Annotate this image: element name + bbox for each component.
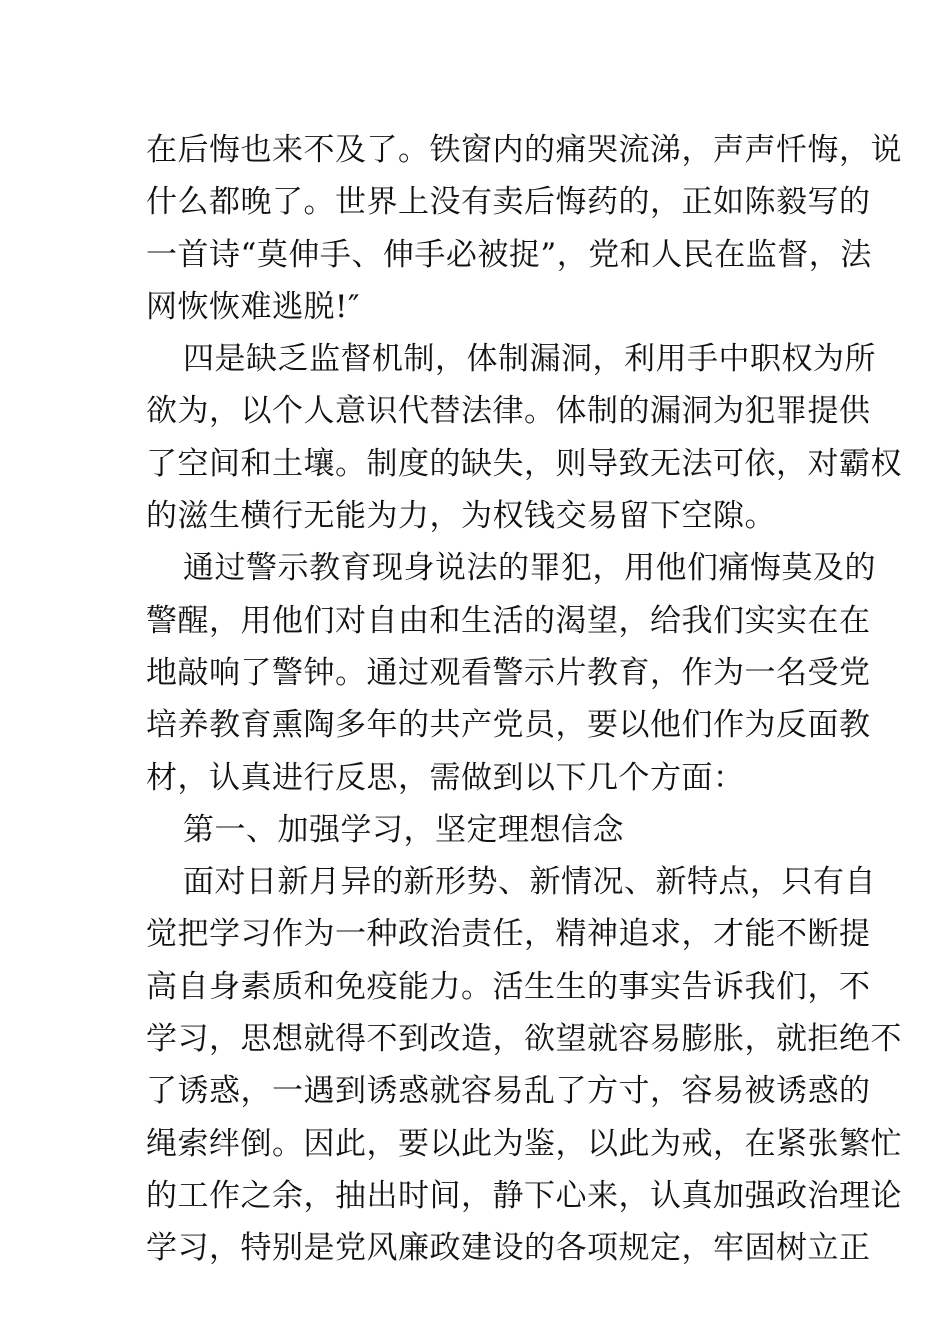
text-line: 欲为，以个人意识代替法律。体制的漏洞为犯罪提供 [146, 393, 871, 430]
text-line: 警醒，用他们对自由和生活的渴望，给我们实实在在 [146, 602, 871, 639]
text-line: 培养教育熏陶多年的共产党员，要以他们作为反面教 [146, 707, 871, 744]
section-heading: 第一、加强学习，坚定理想信念 [183, 811, 624, 848]
text-line: 材，认真进行反思，需做到以下几个方面： [146, 759, 745, 796]
text-line: 学习，思想就得不到改造，欲望就容易膨胀，就拒绝不 [146, 1021, 902, 1058]
text-line: 高自身素质和免疫能力。活生生的事实告诉我们，不 [146, 968, 871, 1005]
text-line: 在后悔也来不及了。铁窗内的痛哭流涕，声声忏悔，说 [146, 132, 902, 168]
text-line: 地敲响了警钟。通过观看警示片教育，作为一名受党 [146, 654, 871, 691]
body-text [146, 124, 902, 1275]
paragraph-start-line: 面对日新月异的新形势、新情况、新特点，只有自 [183, 864, 876, 901]
text-line: 了诱惑，一遇到诱惑就容易乱了方寸，容易被诱惑的 [146, 1073, 871, 1110]
text-line: 什么都晚了。世界上没有卖后悔药的，正如陈毅写的 [146, 184, 871, 221]
text-line: 觉把学习作为一种政治责任，精神追求，才能不断提 [146, 916, 871, 953]
paragraph-start-line: 四是缺乏监督机制，体制漏洞，利用手中职权为所 [183, 341, 876, 378]
text-line: 网恢恢难逃脱!″ [146, 288, 361, 325]
text-line: 了空间和土壤。制度的缺失，则导致无法可依，对霸权 [146, 445, 902, 482]
text-line: 绳索绊倒。因此，要以此为鉴，以此为戒，在紧张繁忙 [146, 1125, 902, 1162]
text-line: 的工作之余，抽出时间，静下心来，认真加强政治理论 [146, 1177, 902, 1214]
text-line: 学习，特别是党风廉政建设的各项规定，牢固树立正 [146, 1230, 871, 1267]
text-line: 的滋生横行无能为力，为权钱交易留下空隙。 [146, 498, 776, 535]
paragraph-start-line: 通过警示教育现身说法的罪犯，用他们痛悔莫及的 [183, 550, 876, 587]
text-line: 一首诗“莫伸手、伸手必被捉”，党和人民在监督，法 [146, 236, 872, 273]
